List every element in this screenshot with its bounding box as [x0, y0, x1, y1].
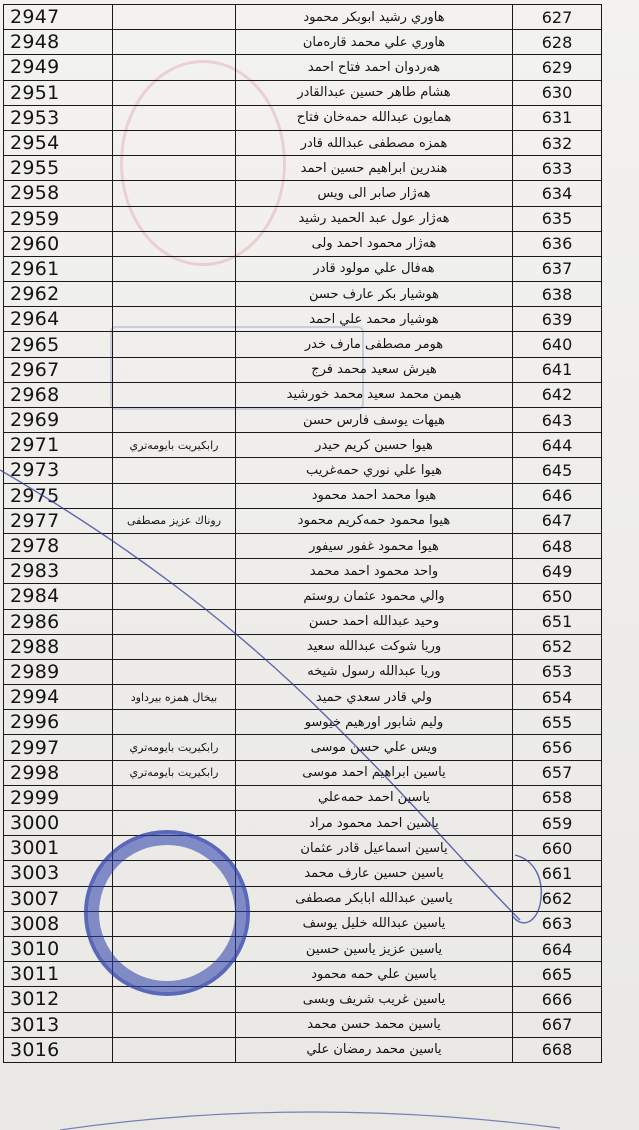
number-cell: 630 — [513, 80, 602, 105]
code-cell: 3000 — [4, 811, 113, 836]
name-cell: هيرش سعيد محمد فرج — [236, 357, 513, 382]
number-cell: 646 — [513, 483, 602, 508]
code-cell: 2988 — [4, 634, 113, 659]
number-cell: 664 — [513, 936, 602, 961]
number-cell: 627 — [513, 5, 602, 30]
number-cell: 649 — [513, 559, 602, 584]
name-cell: هاوري رشيد ابوبكر محمود — [236, 5, 513, 30]
number-cell: 662 — [513, 886, 602, 911]
name-cell: ولي قادر سعدي حميد — [236, 685, 513, 710]
number-cell: 629 — [513, 55, 602, 80]
number-cell: 632 — [513, 130, 602, 155]
number-cell: 651 — [513, 609, 602, 634]
number-cell: 644 — [513, 433, 602, 458]
code-cell: 2951 — [4, 80, 113, 105]
code-cell: 3001 — [4, 836, 113, 861]
name-cell: هومر مصطفى مارف خدر — [236, 332, 513, 357]
name-cell: هيمن محمد سعيد محمد خورشيد — [236, 382, 513, 407]
number-cell: 658 — [513, 785, 602, 810]
name-cell: هەژار عول عبد الحميد رشيد — [236, 206, 513, 231]
code-cell: 2998 — [4, 760, 113, 785]
number-cell: 648 — [513, 533, 602, 558]
number-cell: 633 — [513, 156, 602, 181]
name-cell: هەژار صابر الى ويس — [236, 181, 513, 206]
code-cell: 2947 — [4, 5, 113, 30]
code-cell: 2999 — [4, 785, 113, 810]
name-cell: هوشيار بكر عارف حسن — [236, 282, 513, 307]
number-cell: 659 — [513, 811, 602, 836]
code-cell: 3010 — [4, 936, 113, 961]
number-cell: 639 — [513, 307, 602, 332]
code-cell: 2969 — [4, 408, 113, 433]
code-cell: 3013 — [4, 1012, 113, 1037]
note-cell: رابكيريت بايومەتري — [113, 735, 236, 760]
code-cell: 2954 — [4, 130, 113, 155]
number-cell: 653 — [513, 659, 602, 684]
number-cell: 657 — [513, 760, 602, 785]
code-cell: 3008 — [4, 911, 113, 936]
name-cell: ياسين غريب شريف وبسى — [236, 987, 513, 1012]
code-cell: 2983 — [4, 559, 113, 584]
name-cell: همايون عبدالله حمەخان فتاح — [236, 105, 513, 130]
name-cell: ياسين محمد رمضان علي — [236, 1037, 513, 1062]
number-cell: 663 — [513, 911, 602, 936]
name-cell: همزه مصطفى عبدالله قادر — [236, 130, 513, 155]
name-cell: ياسين احمد حمەعلي — [236, 785, 513, 810]
number-cell: 641 — [513, 357, 602, 382]
code-cell: 3003 — [4, 861, 113, 886]
number-cell: 665 — [513, 962, 602, 987]
code-cell: 2960 — [4, 231, 113, 256]
name-cell: وريا شوكت عبدالله سعيد — [236, 634, 513, 659]
code-cell: 2973 — [4, 458, 113, 483]
number-cell: 636 — [513, 231, 602, 256]
name-cell: ويس علي حسن موسى — [236, 735, 513, 760]
code-cell: 2964 — [4, 307, 113, 332]
name-cell: ياسين محمد حسن محمد — [236, 1012, 513, 1037]
name-cell: هوشيار محمد علي احمد — [236, 307, 513, 332]
code-cell: 2958 — [4, 181, 113, 206]
code-cell: 2978 — [4, 533, 113, 558]
code-cell: 2996 — [4, 710, 113, 735]
number-cell: 645 — [513, 458, 602, 483]
name-cell: واحد محمود احمد محمد — [236, 559, 513, 584]
note-cell: روناك عزيز مصطفى — [113, 508, 236, 533]
name-cell: هيوا محمد احمد محمود — [236, 483, 513, 508]
code-cell: 3011 — [4, 962, 113, 987]
code-cell: 2984 — [4, 584, 113, 609]
diagonal-pen-line — [0, 470, 520, 920]
number-cell: 647 — [513, 508, 602, 533]
name-cell: هيوا محمود حمەكريم محمود — [236, 508, 513, 533]
name-cell: وليم شابور اورهيم خيوسو — [236, 710, 513, 735]
number-cell: 667 — [513, 1012, 602, 1037]
number-cell: 654 — [513, 685, 602, 710]
name-cell: هيهات يوسف فارس حسن — [236, 408, 513, 433]
number-cell: 642 — [513, 382, 602, 407]
name-cell: ياسين حسين عارف محمد — [236, 861, 513, 886]
number-cell: 655 — [513, 710, 602, 735]
number-cell: 635 — [513, 206, 602, 231]
number-cell: 666 — [513, 987, 602, 1012]
code-cell: 2948 — [4, 30, 113, 55]
name-cell: هەردوان احمد فتاح احمد — [236, 55, 513, 80]
code-cell: 2953 — [4, 105, 113, 130]
name-cell: وريا عبدالله رسول شيخه — [236, 659, 513, 684]
code-cell: 2994 — [4, 685, 113, 710]
name-cell: ياسين ابراهيم احمد موسى — [236, 760, 513, 785]
number-cell: 640 — [513, 332, 602, 357]
name-cell: هاوري علي محمد قارەمان — [236, 30, 513, 55]
code-cell: 3016 — [4, 1037, 113, 1062]
code-cell: 2959 — [4, 206, 113, 231]
code-cell: 2967 — [4, 357, 113, 382]
note-cell: بيخال همزه بيرداود — [113, 685, 236, 710]
name-cell: هندرين ابراهيم حسين احمد — [236, 156, 513, 181]
code-cell: 2989 — [4, 659, 113, 684]
name-cell: هەفال علي مولود قادر — [236, 256, 513, 281]
name-cell: ياسين علي حمه محمود — [236, 962, 513, 987]
number-cell: 652 — [513, 634, 602, 659]
code-cell: 2971 — [4, 433, 113, 458]
code-cell: 2975 — [4, 483, 113, 508]
name-cell: ياسين عبدالله خليل يوسف — [236, 911, 513, 936]
code-cell: 2965 — [4, 332, 113, 357]
code-cell: 2977 — [4, 508, 113, 533]
name-cell: هشام طاهر حسين عبدالقادر — [236, 80, 513, 105]
number-cell: 650 — [513, 584, 602, 609]
number-cell: 628 — [513, 30, 602, 55]
name-cell: وحيد عبدالله احمد حسن — [236, 609, 513, 634]
number-cell: 643 — [513, 408, 602, 433]
code-cell: 2961 — [4, 256, 113, 281]
code-cell: 2968 — [4, 382, 113, 407]
name-cell: ياسين عبدالله ابابكر مصطفى — [236, 886, 513, 911]
number-cell: 668 — [513, 1037, 602, 1062]
number-cell: 656 — [513, 735, 602, 760]
number-cell: 631 — [513, 105, 602, 130]
name-cell: ياسين احمد محمود مراد — [236, 811, 513, 836]
note-cell: رابكيريت بايومەتري — [113, 760, 236, 785]
code-cell: 3012 — [4, 987, 113, 1012]
name-cell: والي محمود عثمان روستم — [236, 584, 513, 609]
name-cell: ياسين اسماعيل قادر عثمان — [236, 836, 513, 861]
code-cell: 2962 — [4, 282, 113, 307]
note-cell: رابكيريت بايومەتري — [113, 433, 236, 458]
bottom-pen-arc — [60, 1112, 560, 1130]
code-cell: 3007 — [4, 886, 113, 911]
code-cell: 2986 — [4, 609, 113, 634]
code-cell: 2997 — [4, 735, 113, 760]
code-cell: 2955 — [4, 156, 113, 181]
number-cell: 638 — [513, 282, 602, 307]
name-cell: هيوا محمود غفور سيفور — [236, 533, 513, 558]
code-cell: 2949 — [4, 55, 113, 80]
name-cell: هەژار محمود احمد ولى — [236, 231, 513, 256]
name-cell: هيوا علي نوري حمەغريب — [236, 458, 513, 483]
number-cell: 661 — [513, 861, 602, 886]
name-cell: ياسين عزيز ياسين حسين — [236, 936, 513, 961]
number-cell: 660 — [513, 836, 602, 861]
number-cell: 634 — [513, 181, 602, 206]
number-cell: 637 — [513, 256, 602, 281]
margin-pen-curl — [512, 855, 541, 923]
name-cell: هيوا حسين كريم حيدر — [236, 433, 513, 458]
